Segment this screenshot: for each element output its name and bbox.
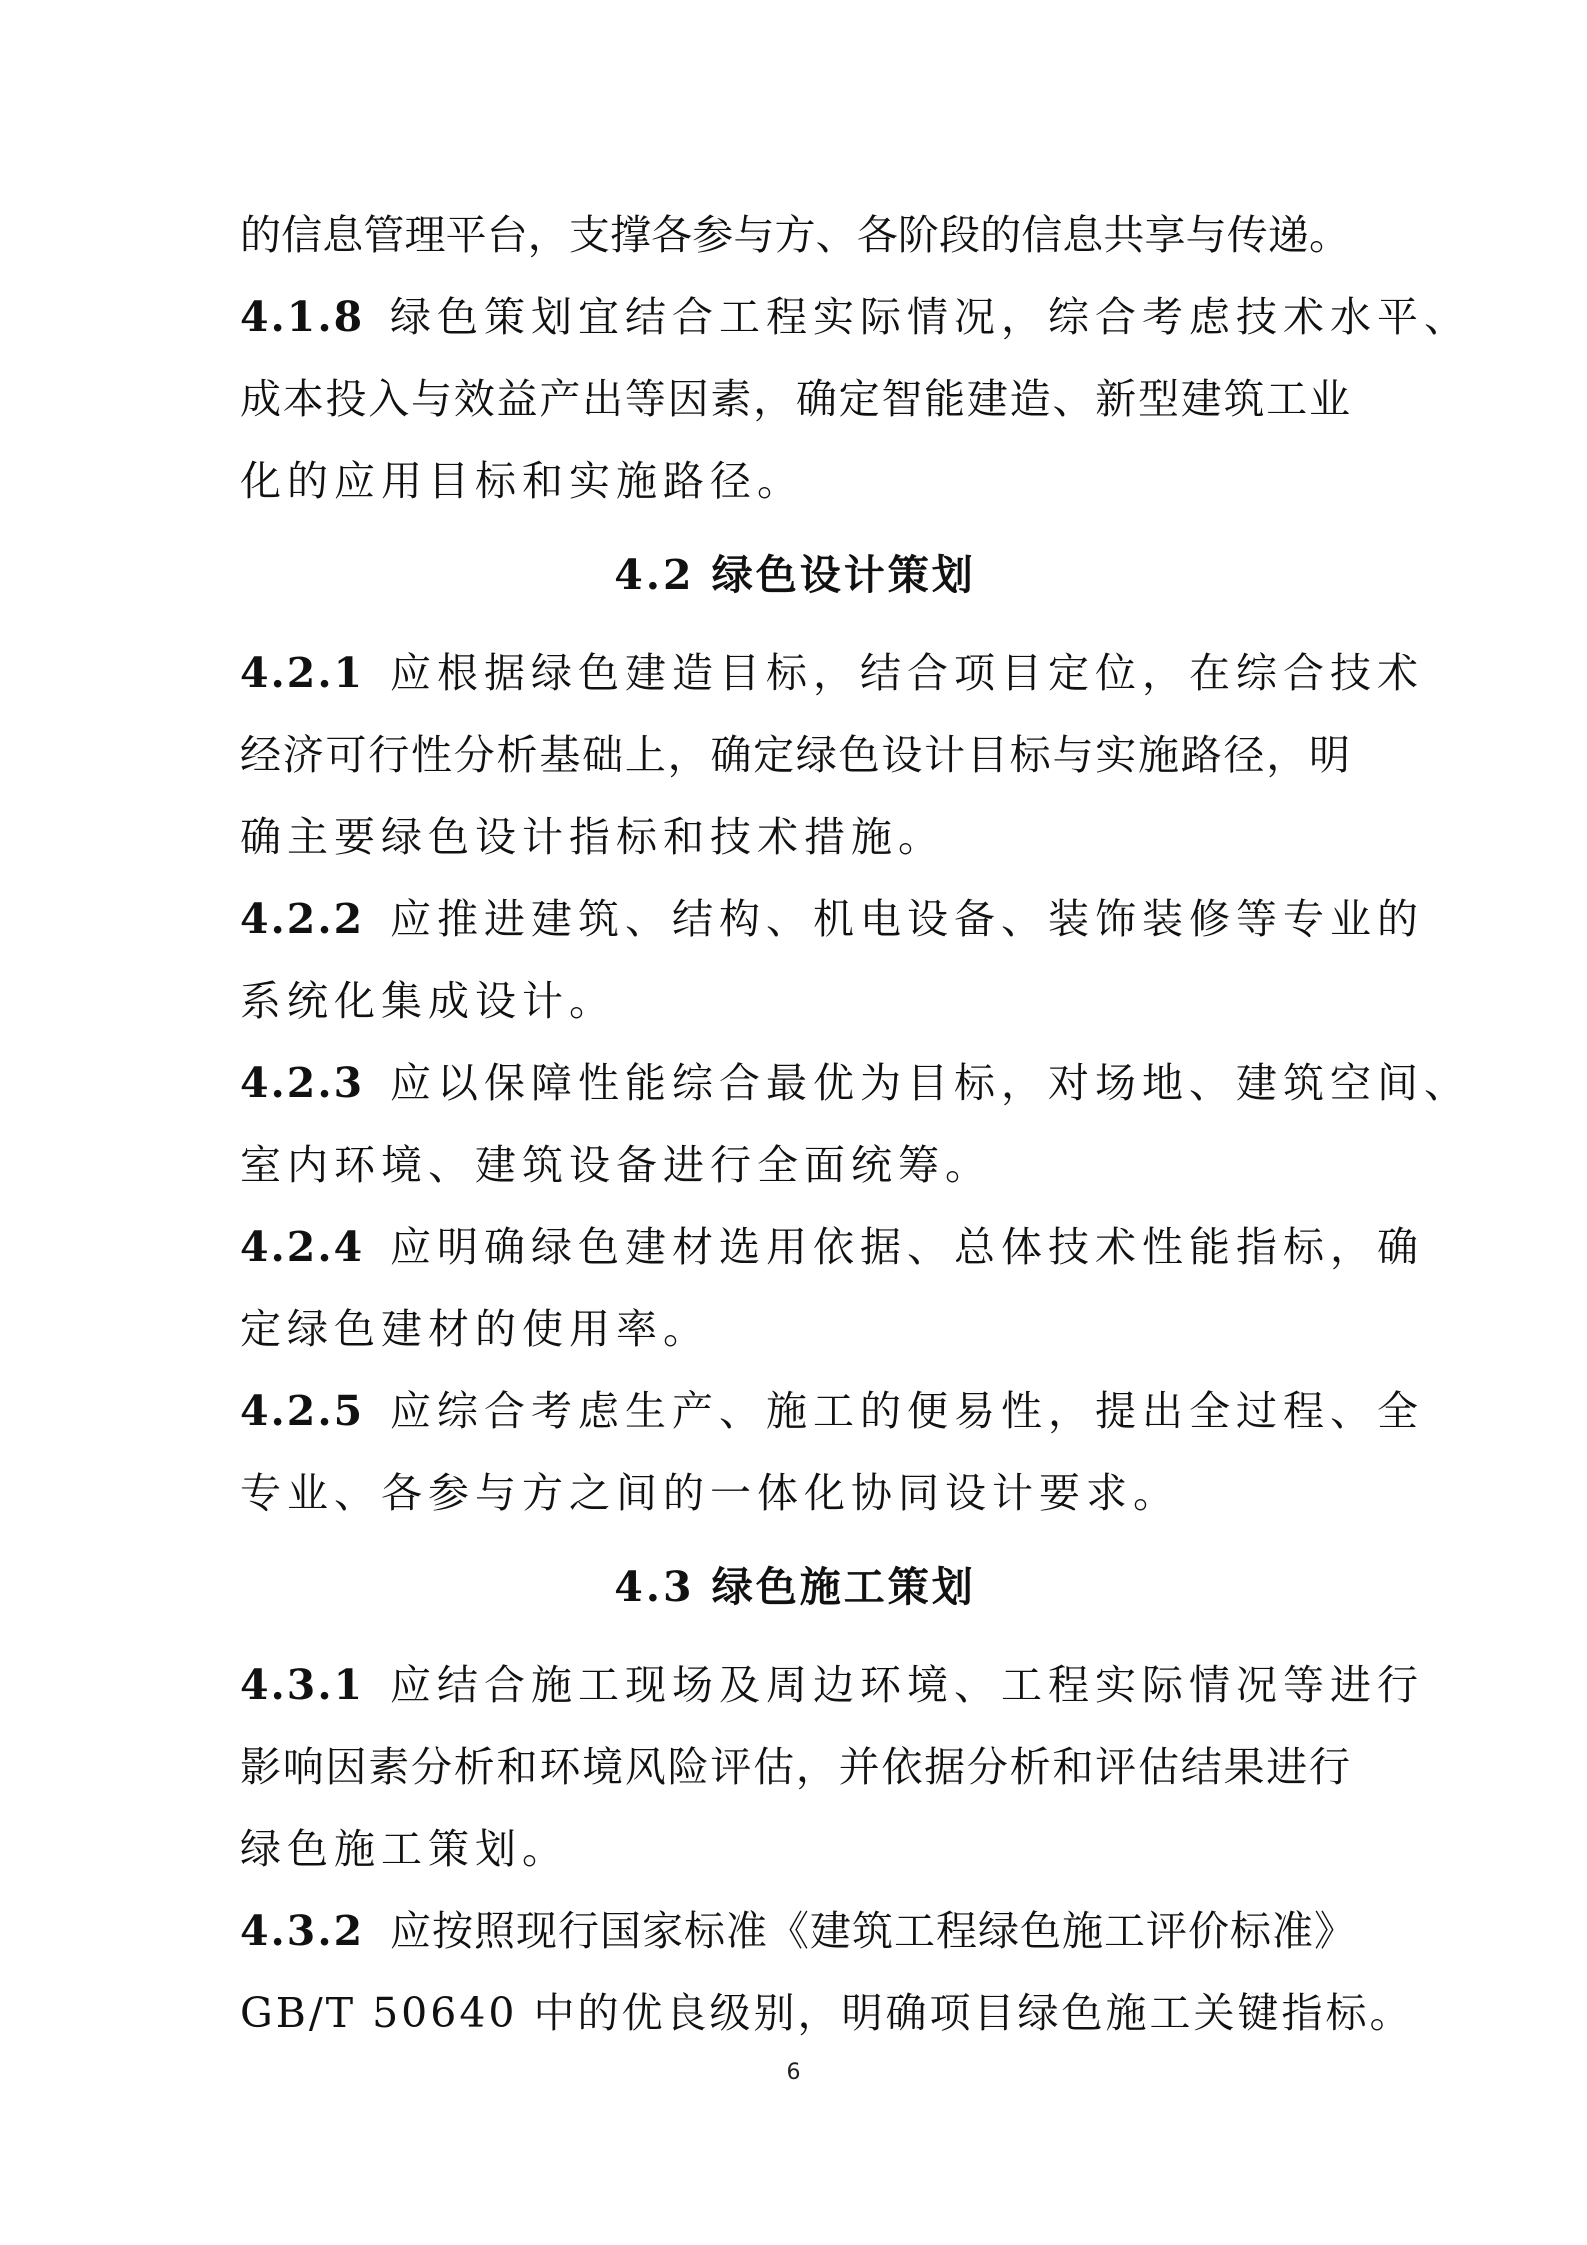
section-heading-4-3: 4.3 绿色施工策划: [614, 1563, 976, 1611]
clause-4-1-8-line-1: [240, 282, 1471, 352]
clause-number: 4.2.2: [240, 895, 365, 943]
clause-number: 4.2.4: [240, 1223, 365, 1271]
clause-4-2-2-line-1: [240, 884, 1424, 954]
clause-4-3-2-line-2: GB/T 50640 中的优良级别，明确项目绿色施工关键指标。: [240, 1989, 1414, 2037]
clause-4-2-1-line-3: 确主要绿色设计指标和技术措施。: [240, 813, 945, 861]
clause-4-2-4-line-2: 定绿色建材的使用率。: [240, 1305, 710, 1353]
page-number: 6: [786, 2060, 801, 2085]
clause-4-2-1-line-1: [240, 638, 1424, 708]
clause-number: 4.2.5: [240, 1387, 365, 1435]
clause-4-2-3-line-2: 室内环境、建筑设备进行全面统筹。: [240, 1141, 992, 1189]
clause-text: 应结合施工现场及周边环境、工程实际情况等进行: [390, 1661, 1424, 1709]
clause-text: 应综合考虑生产、施工的便易性，提出全过程、全: [390, 1387, 1424, 1435]
clause-text: 应根据绿色建造目标，结合项目定位，在综合技术: [390, 649, 1424, 697]
section-heading-4-2: 4.2 绿色设计策划: [614, 551, 976, 599]
clause-text: 应以保障性能综合最优为目标，对场地、建筑空间、: [390, 1059, 1471, 1107]
clause-4-3-1-line-1: [240, 1650, 1424, 1720]
clause-text: 应按照现行国家标准《建筑工程绿色施工评价标准》: [390, 1907, 1356, 1955]
clause-4-1-8-line-2: 成本投入与效益产出等因素，确定智能建造、新型建筑工业: [240, 375, 1350, 423]
clause-text: 应推进建筑、结构、机电设备、装饰装修等专业的: [390, 895, 1424, 943]
paragraph-continuation: 的信息管理平台，支撑各参与方、各阶段的信息共享与传递。: [240, 211, 1350, 259]
clause-4-2-4-line-1: [240, 1212, 1424, 1282]
clause-number: 4.3.1: [240, 1661, 365, 1709]
clause-number: 4.3.2: [240, 1907, 365, 1955]
clause-text: 绿色策划宜结合工程实际情况，综合考虑技术水平、: [390, 293, 1471, 341]
clause-4-2-1-line-2: 经济可行性分析基础上，确定绿色设计目标与实施路径，明: [240, 731, 1350, 779]
clause-4-2-5-line-2: 专业、各参与方之间的一体化协同设计要求。: [240, 1469, 1180, 1517]
clause-4-2-3-line-1: [240, 1048, 1471, 1118]
clause-number: 4.1.8: [240, 293, 365, 341]
clause-4-3-1-line-2: 影响因素分析和环境风险评估，并依据分析和评估结果进行: [240, 1743, 1350, 1791]
clause-number: 4.2.3: [240, 1059, 365, 1107]
clause-4-3-1-line-3: 绿色施工策划。: [240, 1825, 569, 1873]
clause-4-2-5-line-1: [240, 1376, 1424, 1446]
clause-4-3-2-line-1: [240, 1896, 1356, 1966]
clause-text: 应明确绿色建材选用依据、总体技术性能指标，确: [390, 1223, 1424, 1271]
clause-number: 4.2.1: [240, 649, 365, 697]
clause-4-2-2-line-2: 系统化集成设计。: [240, 977, 616, 1025]
clause-4-1-8-line-3: 化的应用目标和实施路径。: [240, 457, 804, 505]
